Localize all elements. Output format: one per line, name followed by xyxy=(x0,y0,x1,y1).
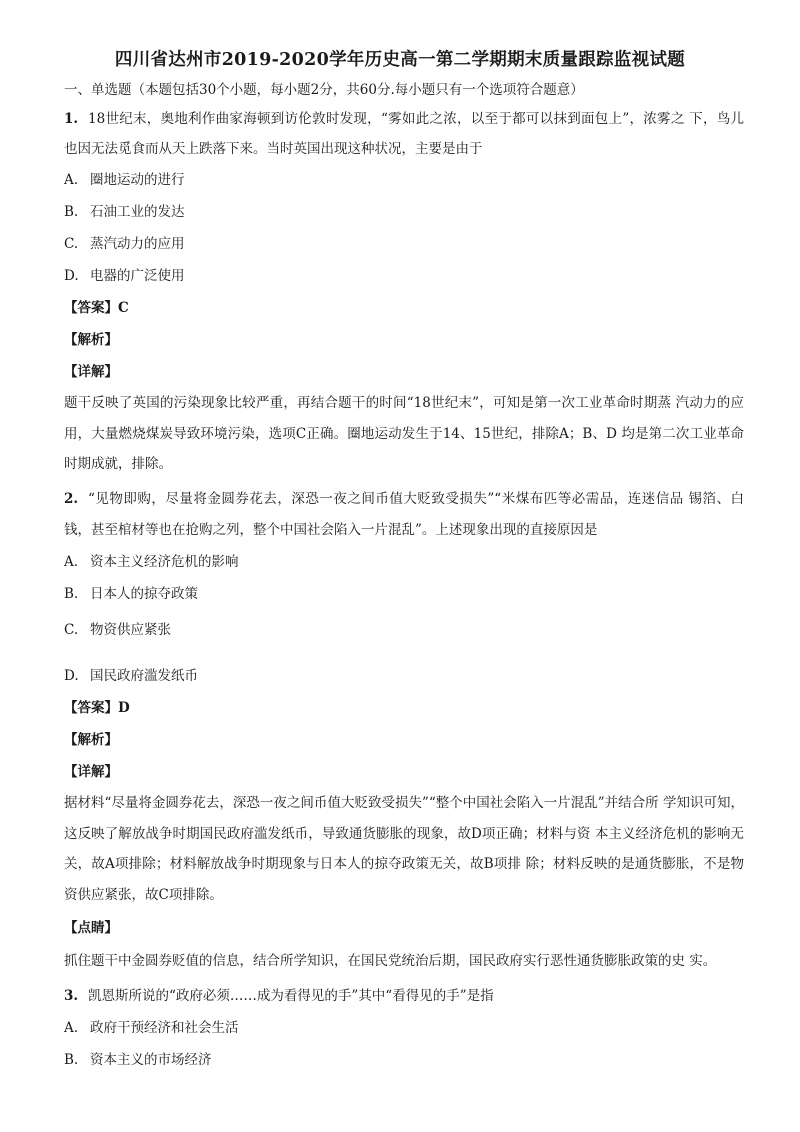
q2-tip-text: 抓住题干中金圆券贬值的信息，结合所学知识，在国民党统治后期，国民政府实行恶性通货膨胀政策的史 实。 xyxy=(64,953,717,969)
q2-option-b xyxy=(64,584,744,604)
q2-option-c xyxy=(64,620,744,640)
q1-detail-text: 题干反映了英国的污染现象比较严重，再结合题干的时间“18世纪末”，可知是第一次工业革命时期蒸 汽动力的应用，大量燃烧煤炭导致环境污染，选项C正确。圈地运动发生于14、15世纪，排除A；B、D 均是第二次工业革命时期成就，排除。 xyxy=(64,395,744,472)
option-letter: C. xyxy=(64,236,79,252)
page-title: 四川省达州市2019-2020学年历史高一第二学期期末质量跟踪监视试题 xyxy=(114,50,686,70)
q1-option-c xyxy=(64,234,744,254)
question-number: 2. xyxy=(64,491,79,507)
option-text: 物资供应紧张 xyxy=(90,622,171,638)
option-letter: B. xyxy=(64,586,79,602)
option-text: 日本人的掠夺政策 xyxy=(90,586,198,602)
q1-option-a xyxy=(64,170,744,190)
q2-answer: 【答案】D xyxy=(64,700,130,716)
option-letter: B. xyxy=(64,1052,79,1068)
section-header: 一、单选题（本题包括30个小题，每小题2分，共60分.每小题只有一个选项符合题意） xyxy=(64,82,584,98)
option-text: 资本主义的市场经济 xyxy=(90,1052,212,1068)
question-1-stem xyxy=(64,104,744,164)
q2-option-d xyxy=(64,666,744,686)
question-2-stem xyxy=(64,484,744,545)
option-letter: C. xyxy=(64,622,79,638)
option-letter: A. xyxy=(64,554,79,570)
option-letter: D. xyxy=(64,268,79,284)
option-letter: A. xyxy=(64,172,79,188)
question-number: 3. xyxy=(64,988,79,1004)
q2-analysis-label: 【解析】 xyxy=(64,732,118,748)
question-text: 凯恩斯所说的“政府必须……成为看得见的手”其中“看得见的手”是指 xyxy=(88,988,494,1004)
option-text: 资本主义经济危机的影响 xyxy=(90,554,239,570)
option-text: 国民政府滥发纸币 xyxy=(90,668,198,684)
q2-tip-label: 【点睛】 xyxy=(64,920,118,936)
q2-detail-text: 据材料“尽量将金圆券花去，深恐一夜之间币值大贬致受损失”“整个中国社会陷入一片混乱”并结合所 学知识可知，这反映了解放战争时期国民政府滥发纸币，导致通货膨胀的现象，故D项正确；材料与资 本主义经济危机的影响无关，故A项排除；材料解放战争时期现象与日本人的掠夺政策无关，故B项排 除；材料反映的是通货膨胀，不是物资供应紧张，故C项排除。 xyxy=(64,795,744,903)
question-number: 1. xyxy=(64,111,79,127)
option-text: 圈地运动的进行 xyxy=(90,172,185,188)
q1-analysis-label: 【解析】 xyxy=(64,332,118,348)
option-letter: A. xyxy=(64,1020,79,1036)
option-letter: D. xyxy=(64,668,79,684)
option-text: 石油工业的发达 xyxy=(90,204,185,220)
q2-option-a xyxy=(64,552,744,572)
option-text: 蒸汽动力的应用 xyxy=(90,236,185,252)
q1-option-d xyxy=(64,266,744,286)
q3-option-b xyxy=(64,1050,744,1070)
question-3-stem xyxy=(64,986,744,1006)
q2-detail-label: 【详解】 xyxy=(64,764,118,780)
q1-answer: 【答案】C xyxy=(64,300,129,316)
question-text: 18世纪末，奥地利作曲家海顿到访伦敦时发现，“雾如此之浓，以至于都可以抹到面包上”，浓雾之 下，鸟儿也因无法觅食而从天上跌落下来。当时英国出现这种状况，主要是由于 xyxy=(64,111,744,157)
q3-option-a xyxy=(64,1018,744,1038)
question-text: “见物即购，尽量将金圆券花去，深恐一夜之间币值大贬致受损失”“米煤布匹等必需品，连迷信品 锡箔、白钱，甚至棺材等也在抢购之列，整个中国社会陷入一片混乱”。上述现象出现的直接原因是 xyxy=(64,491,744,538)
option-text: 政府干预经济和社会生活 xyxy=(90,1020,239,1036)
q1-option-b xyxy=(64,202,744,222)
q1-detail-label: 【详解】 xyxy=(64,364,118,380)
option-text: 电器的广泛使用 xyxy=(90,268,185,284)
option-letter: B. xyxy=(64,204,79,220)
